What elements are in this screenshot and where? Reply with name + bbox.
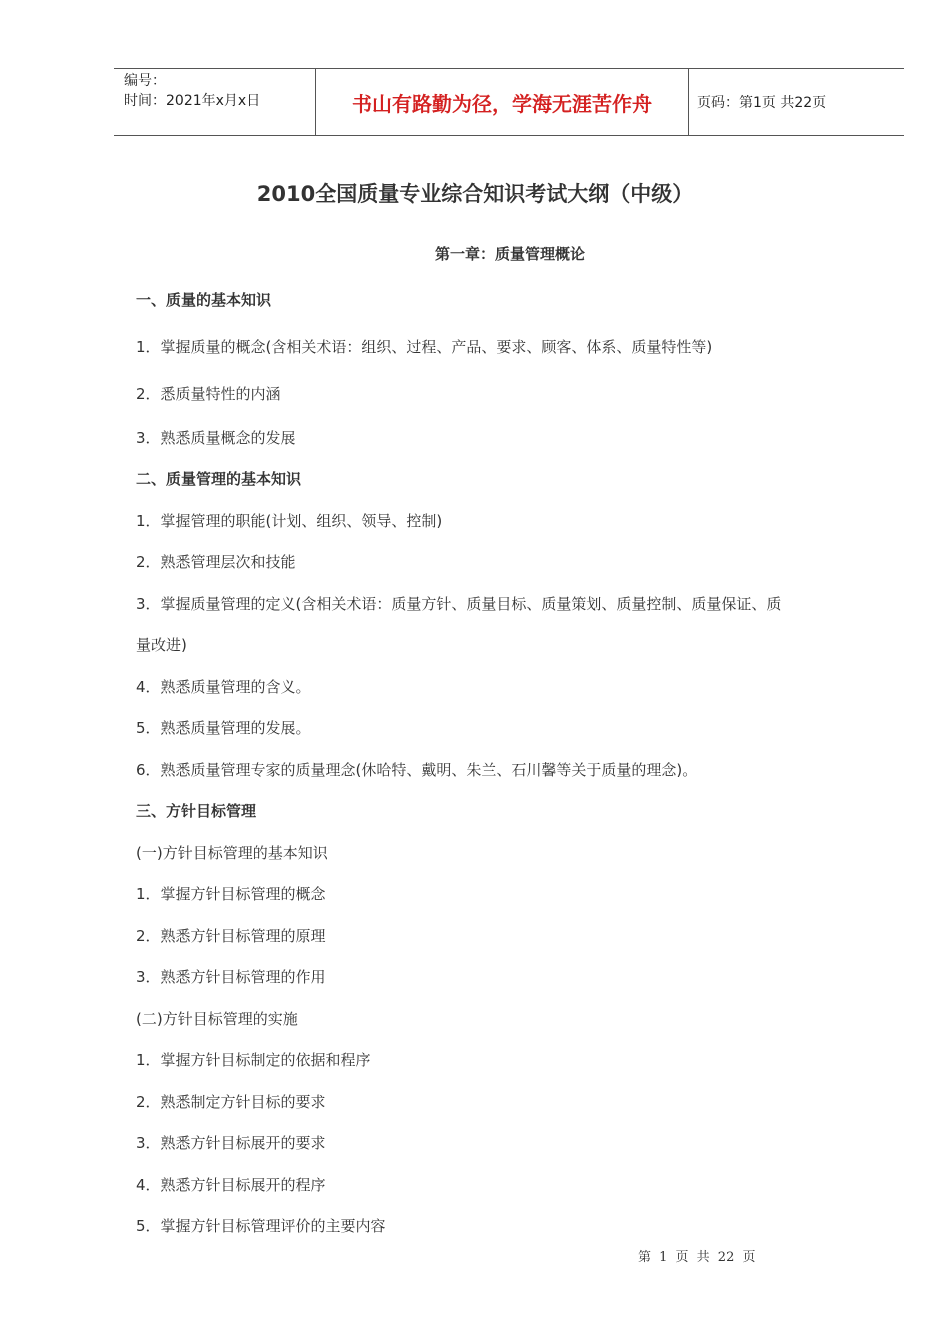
header-meta-cell (114, 69, 315, 135)
outline-item: 5．掌握方针目标管理评价的主要内容 (136, 1217, 386, 1235)
document-title: 2010全国质量专业综合知识考试大纲（中级） (256, 182, 694, 206)
section-heading: 二、质量管理的基本知识 (136, 470, 302, 488)
outline-item: (二)方针目标管理的实施 (136, 1010, 298, 1028)
outline-item: 3．熟悉方针目标管理的作用 (136, 968, 326, 986)
outline-item: 2．熟悉方针目标管理的原理 (136, 927, 326, 945)
outline-item: 3．掌握质量管理的定义(含相关术语：质量方针、质量目标、质量策划、质量控制、质量保证、质 (136, 595, 782, 613)
outline-item: 1．掌握质量的概念(含相关术语：组织、过程、产品、要求、顾客、体系、质量特性等) (136, 338, 713, 356)
chapter-heading: 第一章：质量管理概论 (434, 245, 585, 263)
outline-item: 1．掌握方针目标制定的依据和程序 (136, 1051, 371, 1069)
page-footer: 第 1 页 共 22 页 (638, 1250, 756, 1265)
number-label: 编号： (124, 73, 166, 89)
outline-item: 量改进) (136, 636, 187, 654)
outline-item: 1．掌握方针目标管理的概念 (136, 885, 326, 903)
section-heading: 三、方针目标管理 (136, 802, 257, 820)
header-table (114, 68, 904, 136)
outline-item: 2．悉质量特性的内涵 (136, 385, 281, 403)
outline-item: 6．熟悉质量管理专家的质量理念(休哈特、戴明、朱兰、石川馨等关于质量的理念)。 (136, 761, 698, 779)
time-label: 时间：2021年x月x日 (124, 93, 261, 109)
motto-text: 书山有路勤为径，学海无涯苦作舟 (352, 91, 652, 116)
outline-item: 4．熟悉质量管理的含义。 (136, 678, 311, 696)
outline-item: 3．熟悉方针目标展开的要求 (136, 1134, 326, 1152)
outline-item: 1．掌握管理的职能(计划、组织、领导、控制) (136, 512, 443, 530)
outline-item: 2．熟悉制定方针目标的要求 (136, 1093, 326, 1111)
header-page-cell (689, 69, 904, 135)
outline-item: (一)方针目标管理的基本知识 (136, 844, 328, 862)
outline-item: 3．熟悉质量概念的发展 (136, 429, 296, 447)
header-motto-cell (315, 69, 689, 135)
outline-item: 2．熟悉管理层次和技能 (136, 553, 296, 571)
section-heading: 一、质量的基本知识 (136, 291, 272, 309)
outline-item: 5．熟悉质量管理的发展。 (136, 719, 311, 737)
page-info: 页码：第1页 共22页 (697, 95, 827, 111)
outline-item: 4．熟悉方针目标展开的程序 (136, 1176, 326, 1194)
